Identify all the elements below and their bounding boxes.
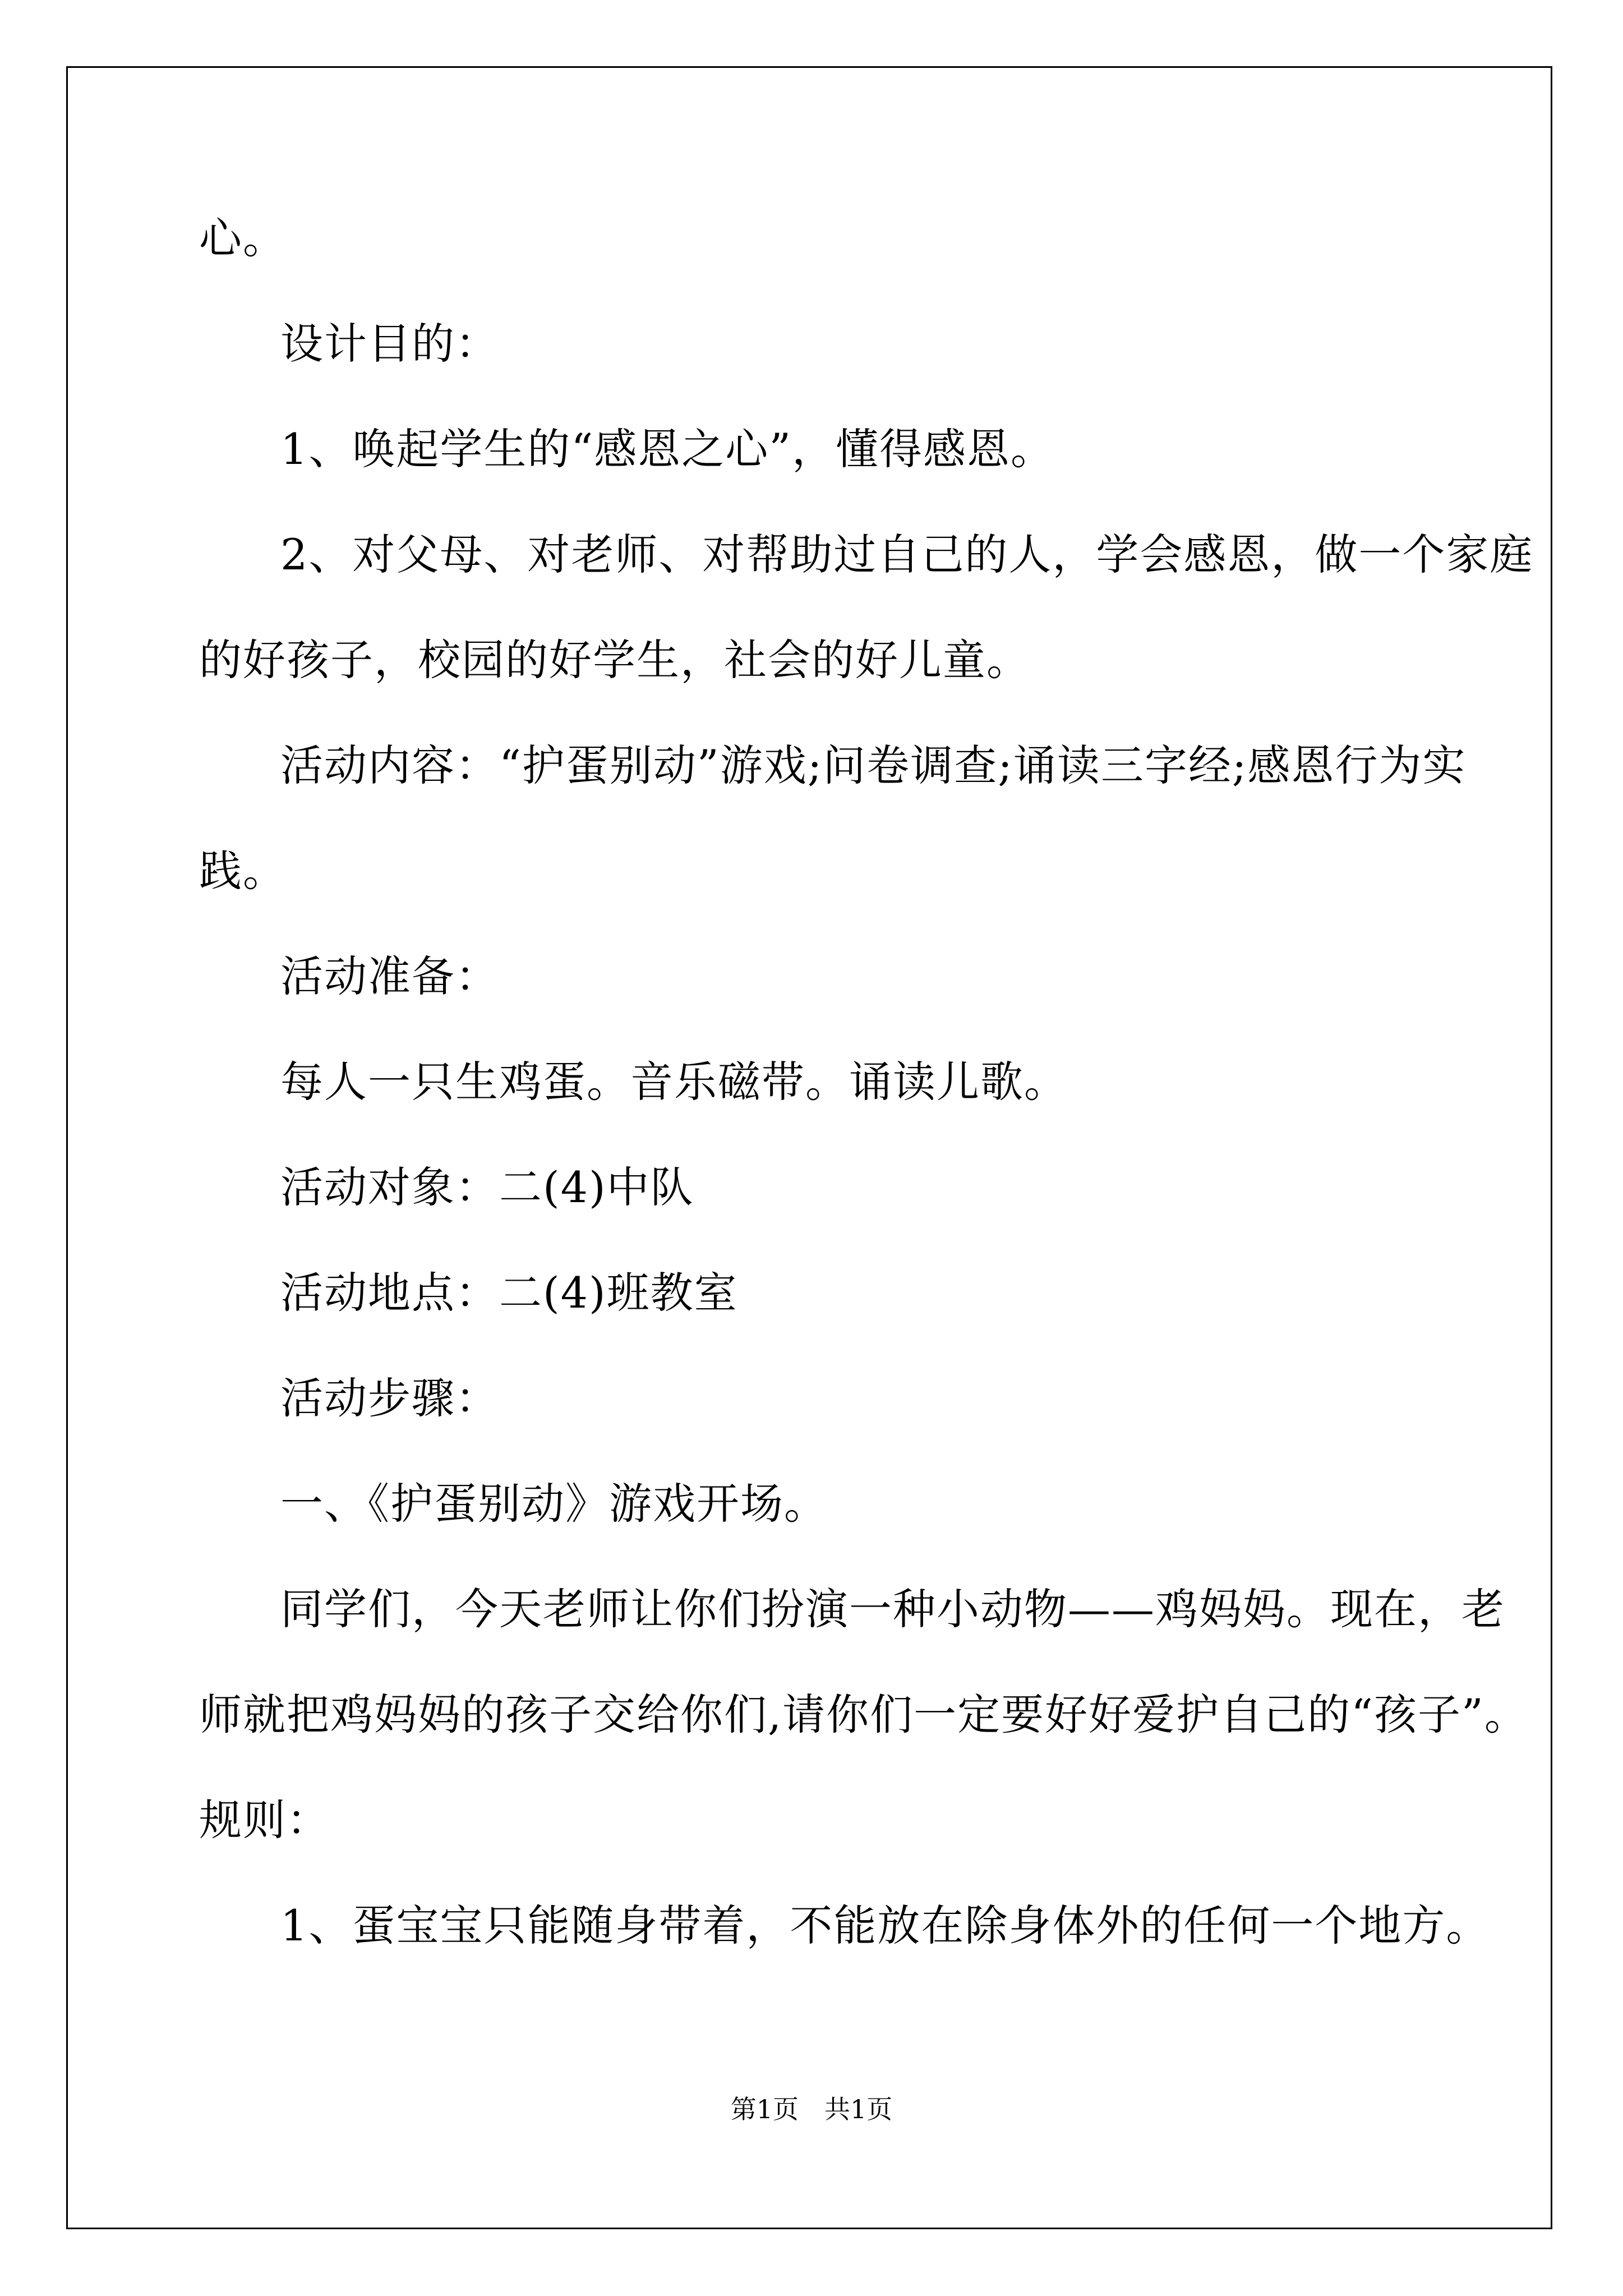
goal-item-2-line-2: 的好孩子，校园的好学生，社会的好儿童。 <box>199 635 1030 685</box>
text-line-1: 心。 <box>199 213 287 263</box>
section-heading-steps: 活动步骤： <box>280 1373 499 1423</box>
goal-item-2-line-1: 2、对父母、对老师、对帮助过自己的人，学会感恩，做一个家庭 <box>280 530 1534 579</box>
activity-location: 活动地点：二(4)班教室 <box>280 1268 738 1318</box>
activity-content-line-1: 活动内容：“护蛋别动”游戏;问卷调查;诵读三字经;感恩行为实 <box>280 740 1467 790</box>
section-heading-preparation: 活动准备： <box>280 951 499 1001</box>
step-1-text-line-1: 同学们，今天老师让你们扮演一种小动物——鸡妈妈。现在，老 <box>280 1584 1505 1634</box>
page-footer: 第1页 共1页 <box>730 2094 893 2124</box>
rule-item-1: 1、蛋宝宝只能随身带着，不能放在除身体外的任何一个地方。 <box>280 1901 1490 1950</box>
step-1-heading: 一、《护蛋别动》游戏开场。 <box>280 1479 828 1529</box>
goal-item-1: 1、唤起学生的“感恩之心”，懂得感恩。 <box>280 424 1055 474</box>
section-heading-design-goals: 设计目的： <box>280 319 499 369</box>
activity-content-line-2: 践。 <box>199 846 287 896</box>
preparation-items: 每人一只生鸡蛋。音乐磁带。诵读儿歌。 <box>280 1057 1068 1107</box>
step-1-text-line-2: 师就把鸡妈妈的孩子交给你们,请你们一定要好好爱护自己的“孩子”。 <box>199 1690 1528 1740</box>
rules-heading: 规则： <box>199 1795 330 1845</box>
activity-target: 活动对象：二(4)中队 <box>280 1162 694 1212</box>
